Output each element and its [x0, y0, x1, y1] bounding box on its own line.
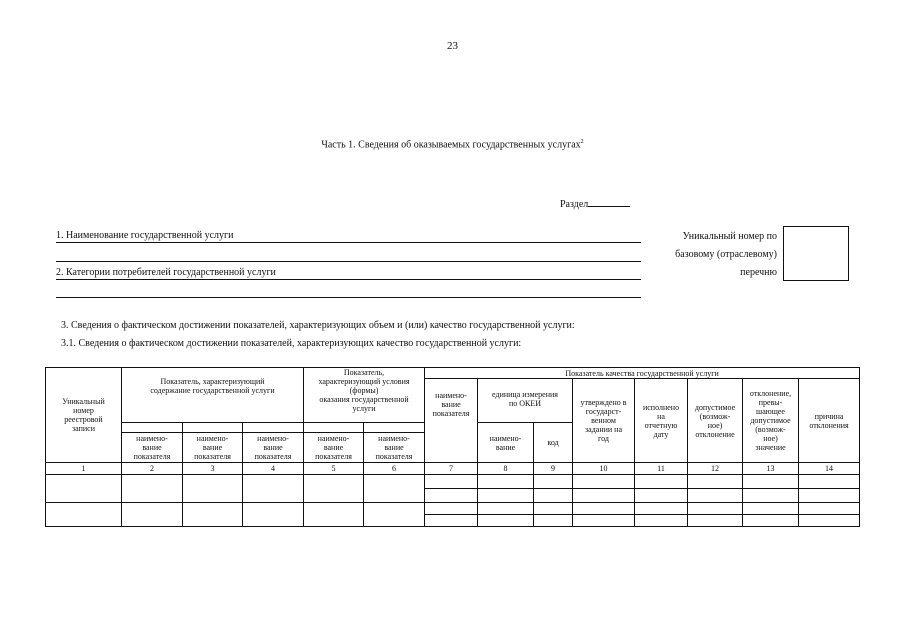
- service-name-label: 1. Наименование государственной услуги: [56, 230, 234, 241]
- col-number: 7: [425, 463, 478, 475]
- col-number: 6: [364, 463, 425, 475]
- col-number: 5: [304, 463, 364, 475]
- service-name-field[interactable]: [56, 229, 641, 243]
- data-cell[interactable]: [688, 515, 743, 527]
- data-cell[interactable]: [364, 475, 425, 503]
- data-cell[interactable]: [46, 475, 122, 503]
- header-okei-unit: [478, 379, 573, 423]
- consumer-category-line-2[interactable]: [56, 297, 641, 298]
- h-line: отклонение: [695, 429, 735, 439]
- table-row: [46, 503, 860, 515]
- data-cell[interactable]: [743, 515, 799, 527]
- consumer-category-label: 2. Категории потребителей государственной услуги: [56, 267, 276, 278]
- data-cell[interactable]: [304, 475, 364, 503]
- data-cell[interactable]: [425, 515, 478, 527]
- header-sub-name-6: [364, 433, 425, 463]
- header-executed: [635, 379, 688, 463]
- data-cell[interactable]: [534, 515, 573, 527]
- h-line: шающее: [756, 407, 785, 416]
- consumer-category-field[interactable]: [56, 266, 641, 280]
- h-line: допустимое: [750, 416, 791, 425]
- unique-number-label-3: перечню: [740, 267, 777, 278]
- h-line: записи: [72, 424, 95, 433]
- data-cell[interactable]: [799, 515, 860, 527]
- h-line: дату: [653, 429, 669, 439]
- col-number: 4: [243, 463, 304, 475]
- data-cell[interactable]: [478, 489, 534, 503]
- h-line: венном: [591, 416, 616, 425]
- header-reason: [799, 379, 860, 463]
- data-cell[interactable]: [635, 475, 688, 489]
- col-number: 10: [573, 463, 635, 475]
- data-cell[interactable]: [425, 503, 478, 515]
- col-number: 2: [122, 463, 183, 475]
- blank-sub-cell[interactable]: [304, 423, 364, 433]
- footnote-mark: 2: [580, 139, 584, 145]
- h-line: показателя: [315, 452, 352, 461]
- column-number-row: [46, 463, 860, 475]
- header-allowed-deviation: [688, 379, 743, 463]
- unique-number-box[interactable]: [783, 226, 849, 281]
- h-line: показателя: [432, 409, 470, 418]
- h-line: исполнено: [642, 402, 680, 412]
- h-line: наимено-: [136, 434, 168, 443]
- header-indicator-name: [425, 379, 478, 463]
- data-cell[interactable]: [534, 503, 573, 515]
- blank-sub-cell[interactable]: [122, 423, 183, 433]
- header-conditions-indicator: [304, 368, 425, 423]
- h-line: значение: [755, 443, 786, 452]
- h-line: оказания государственной: [319, 395, 409, 404]
- razdel-label: Раздел: [560, 199, 589, 210]
- table-row: [46, 475, 860, 489]
- data-cell[interactable]: [243, 503, 304, 527]
- data-cell[interactable]: [573, 489, 635, 503]
- h-line: наимено-: [196, 434, 229, 443]
- page-number: 23: [447, 40, 458, 52]
- h-line: показателя: [133, 452, 171, 461]
- header-exceed-deviation: [743, 379, 799, 463]
- razdel-blank[interactable]: [588, 197, 630, 207]
- data-cell[interactable]: [688, 489, 743, 503]
- header-sub-name-4: [243, 433, 304, 463]
- h-line: характеризующий условия: [318, 377, 410, 386]
- h-line: Показатель,: [343, 368, 385, 377]
- h-line: услуги: [352, 404, 376, 413]
- col-number: 14: [799, 463, 860, 475]
- header-content-indicator: [122, 368, 304, 423]
- data-cell[interactable]: [122, 475, 183, 503]
- section-3-1-heading: 3.1. Сведения о фактическом достижении показателей, характеризующих качество государственной услуги:: [61, 338, 522, 349]
- header-okei-name: [478, 423, 534, 463]
- h-line: Показатель, характеризующий: [160, 377, 265, 386]
- data-cell[interactable]: [534, 489, 573, 503]
- h-line: наимено-: [489, 433, 522, 443]
- data-cell[interactable]: [799, 489, 860, 503]
- col-number: 11: [635, 463, 688, 475]
- h-line: (возмож-: [699, 411, 731, 421]
- header-sub-name-3: [183, 433, 243, 463]
- part-title-text: Часть 1. Сведения об оказываемых государственных услугах: [321, 139, 581, 151]
- razdel-field: [560, 197, 630, 210]
- header-quality-indicator: Показатель качества государственной услуги: [425, 368, 860, 379]
- h-line: превы-: [758, 398, 783, 407]
- h-line: наимено-: [378, 434, 410, 443]
- data-cell[interactable]: [478, 515, 534, 527]
- header-sub-name-2: [122, 433, 183, 463]
- unique-number-label-1: Уникальный номер по: [682, 231, 777, 242]
- h-line: наимено-: [257, 434, 289, 443]
- h-line: вание: [202, 443, 223, 452]
- h-line: задании на: [585, 425, 623, 434]
- data-cell[interactable]: [478, 475, 534, 489]
- h-line: причина: [814, 411, 844, 421]
- h-line: отклонение,: [749, 389, 792, 398]
- h-line: номер: [73, 406, 94, 415]
- h-line: год: [598, 434, 609, 443]
- h-line: вание: [263, 443, 283, 452]
- header-approved: [573, 379, 635, 463]
- service-name-line-2[interactable]: [56, 261, 641, 262]
- data-cell[interactable]: [364, 503, 425, 527]
- header-unique-reg: [46, 368, 122, 463]
- data-cell[interactable]: [183, 475, 243, 503]
- h-line: показателя: [254, 452, 292, 461]
- h-line: вание: [495, 442, 516, 452]
- col-number: 1: [46, 463, 122, 475]
- data-cell[interactable]: [425, 489, 478, 503]
- h-line: отчетную: [644, 420, 678, 430]
- h-line: единица измерения: [492, 390, 558, 399]
- data-cell[interactable]: [478, 503, 534, 515]
- data-cell[interactable]: [635, 489, 688, 503]
- h-line: утверждено в: [580, 398, 627, 407]
- header-sub-name-5: [304, 433, 364, 463]
- col-number: 12: [688, 463, 743, 475]
- h-line: вание: [142, 443, 162, 452]
- data-cell[interactable]: [635, 503, 688, 515]
- data-cell[interactable]: [635, 515, 688, 527]
- h-line: вание: [323, 443, 344, 452]
- h-line: по ОКЕИ: [508, 399, 542, 408]
- data-cell[interactable]: [743, 475, 799, 489]
- h-line: наимено-: [317, 434, 350, 443]
- h-line: показателя: [375, 452, 413, 461]
- quality-indicators-table: [45, 367, 860, 527]
- part-title: [0, 139, 905, 150]
- data-cell[interactable]: [573, 503, 635, 515]
- col-number: 3: [183, 463, 243, 475]
- h-line: допустимое: [694, 402, 736, 412]
- h-line: ное): [763, 434, 778, 443]
- data-cell[interactable]: [304, 503, 364, 527]
- data-cell[interactable]: [743, 503, 799, 515]
- h-line: вание: [384, 443, 404, 452]
- blank-sub-cell[interactable]: [243, 423, 304, 433]
- section-3-heading: 3. Сведения о фактическом достижении показателей, характеризующих объем и (или) качество государственной услуги:: [61, 320, 575, 331]
- h-line: содержание государственной услуги: [150, 386, 275, 395]
- blank-sub-cell[interactable]: [183, 423, 243, 433]
- h-line: на: [657, 411, 665, 421]
- data-cell[interactable]: [799, 503, 860, 515]
- data-cell[interactable]: [688, 503, 743, 515]
- data-cell[interactable]: [573, 515, 635, 527]
- data-cell[interactable]: [799, 475, 860, 489]
- unique-number-label-2: базовому (отраслевому): [675, 249, 777, 260]
- h-line: государст-: [585, 407, 622, 416]
- data-cell[interactable]: [743, 489, 799, 503]
- h-line: Уникальный: [62, 397, 105, 406]
- col-number: 9: [534, 463, 573, 475]
- h-line: показателя: [194, 452, 231, 461]
- data-cell[interactable]: [688, 475, 743, 489]
- h-line: наимено-: [435, 391, 467, 400]
- data-cell[interactable]: [573, 475, 635, 489]
- h-line: (формы): [349, 386, 379, 395]
- h-line: ное): [707, 420, 723, 430]
- data-cell[interactable]: [183, 503, 243, 527]
- h-line: вание: [441, 400, 461, 409]
- header-okei-code: код: [534, 423, 573, 463]
- data-cell[interactable]: [46, 503, 122, 527]
- blank-sub-cell[interactable]: [364, 423, 425, 433]
- h-line: реестровой: [64, 415, 103, 424]
- data-cell[interactable]: [425, 475, 478, 489]
- data-cell[interactable]: [243, 475, 304, 503]
- col-number: 13: [743, 463, 799, 475]
- data-cell[interactable]: [534, 475, 573, 489]
- h-line: (возмож-: [755, 425, 786, 434]
- h-line: отклонения: [809, 420, 849, 430]
- data-cell[interactable]: [122, 503, 183, 527]
- col-number: 8: [478, 463, 534, 475]
